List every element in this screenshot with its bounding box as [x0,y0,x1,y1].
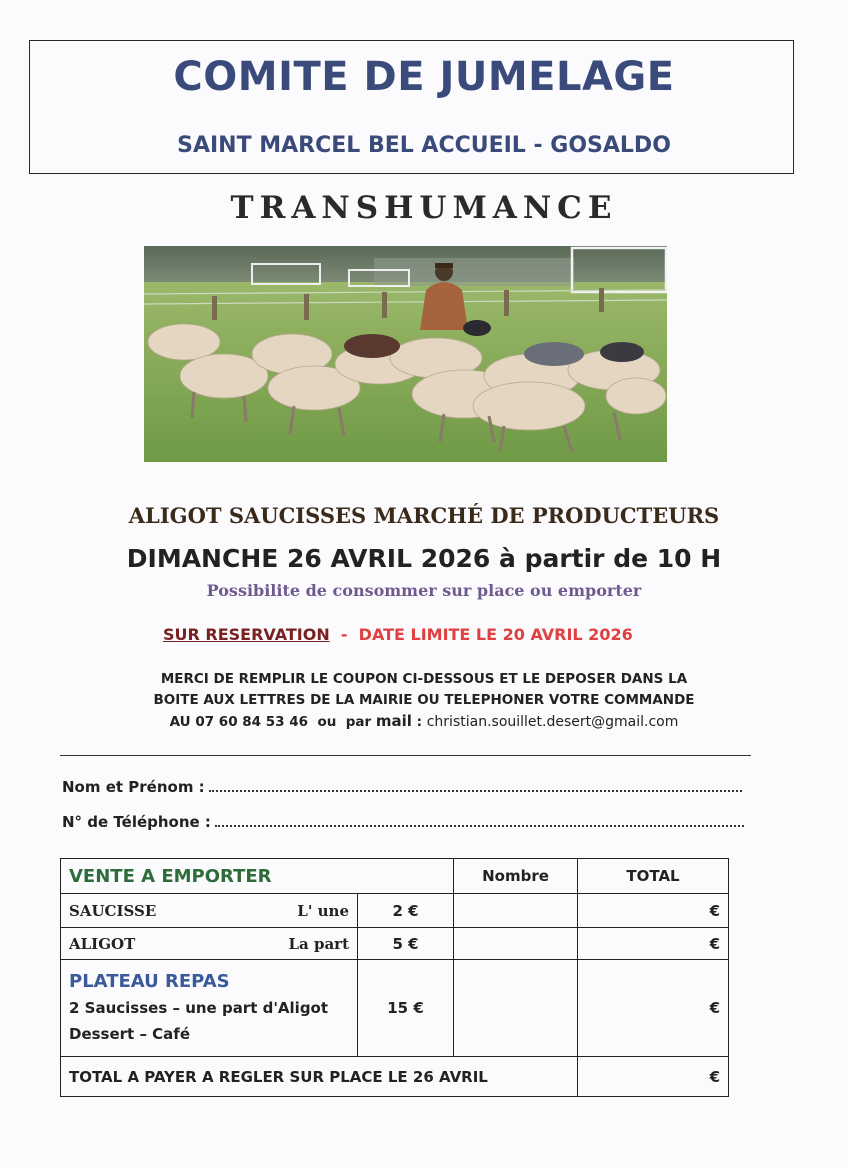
email-address: christian.souillet.desert@gmail.com [426,714,679,730]
item-total[interactable]: € [578,928,729,960]
reservation-separator: - [329,625,359,644]
mail-label: mail [375,712,412,730]
plateau-total[interactable]: € [578,960,729,1057]
table-header-row [61,859,729,894]
section-title-cell [61,859,454,894]
plateau-line-1: 2 Saucisses – une part d'Aligot [69,999,329,1017]
section-title: VENTE A EMPORTER [69,865,272,887]
plateau-title: PLATEAU REPAS [69,971,230,992]
total-row [61,1057,729,1097]
col-header-nombre: Nombre [454,859,578,894]
event-title: TRANSHUMANCE [230,190,618,226]
coupon-divider [60,755,751,756]
order-table [60,858,729,1097]
table-row [61,960,729,1057]
phone-contact: AU 07 60 84 53 46 ou par [169,714,376,730]
name-field-label: Nom et Prénom : [62,778,205,796]
phone-field[interactable] [62,813,744,831]
instructions-line-2: BOITE AUX LETTRES DE LA MAIRIE OU TELEPHONER VOTRE COMMANDE [153,692,695,708]
event-date: DIMANCHE 26 AVRIL 2026 à partir de 10 H [126,544,722,573]
item-cell [61,928,358,960]
name-field-line[interactable] [209,778,742,792]
phone-field-line[interactable] [215,813,744,827]
plateau-line-2: Dessert – Café [69,1025,190,1043]
consumption-note: Possibilite de consommer sur place ou emporter [206,581,642,600]
quantity-input[interactable] [454,928,578,960]
mail-colon: : [411,714,427,730]
reservation-line [163,625,633,644]
item-unit: L' une [297,901,349,920]
plateau-cell [61,960,358,1057]
quantity-input[interactable] [454,960,578,1057]
page-subtitle: SAINT MARCEL BEL ACCUEIL - GOSALDO [177,133,671,158]
col-header-total: TOTAL [578,859,729,894]
item-cell [61,894,358,928]
table-row [61,894,729,928]
phone-field-label: N° de Téléphone : [62,813,211,831]
reservation-label: SUR RESERVATION [163,625,330,644]
reservation-deadline: DATE LIMITE LE 20 AVRIL 2026 [358,625,633,644]
menu-heading: ALIGOT SAUCISSES MARCHÉ DE PRODUCTEURS [128,503,720,528]
page-title: COMITE DE JUMELAGE [173,54,675,100]
item-total[interactable]: € [578,894,729,928]
item-name: SAUCISSE [69,901,157,920]
table-row [61,928,729,960]
quantity-input[interactable] [454,894,578,928]
grand-total[interactable]: € [578,1057,729,1097]
item-name: ALIGOT [69,934,136,953]
instructions [0,669,848,733]
sheep-herd-photo [144,246,667,462]
item-price: 5 € [358,928,454,960]
name-field[interactable] [62,778,742,796]
total-label: TOTAL A PAYER A REGLER SUR PLACE LE 26 AVRIL [61,1057,578,1097]
instructions-line-3 [0,711,848,733]
plateau-price: 15 € [358,960,454,1057]
instructions-line-1: MERCI DE REMPLIR LE COUPON CI-DESSOUS ET LE DEPOSER DANS LA [160,671,688,687]
item-unit: La part [288,934,349,953]
item-price: 2 € [358,894,454,928]
